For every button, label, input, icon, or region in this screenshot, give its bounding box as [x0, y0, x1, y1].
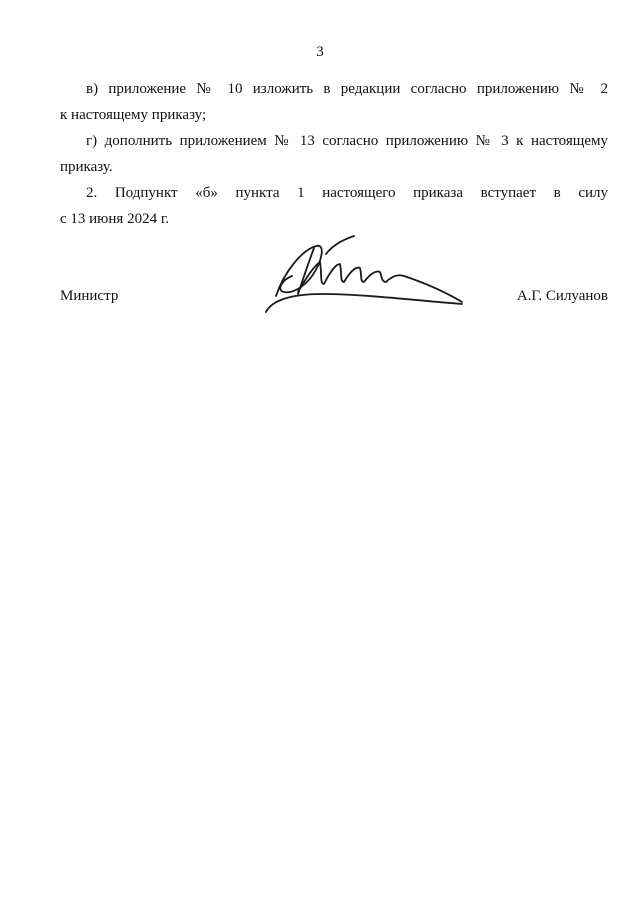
- paragraph-line: 2. Подпункт «б» пункта 1 настоящего приказа вступает в силу: [86, 185, 608, 201]
- paragraph-line: с 13 июня 2024 г.: [60, 211, 170, 227]
- paragraph-line: к настоящему приказу;: [60, 107, 207, 123]
- paragraph-line: приказу.: [60, 159, 113, 175]
- paragraph-line: в) приложение № 10 изложить в редакции согласно приложению № 2: [86, 81, 608, 97]
- signer-position: Министр: [60, 288, 119, 304]
- handwritten-signature: [262, 232, 468, 318]
- page-number: 3: [316, 44, 324, 60]
- paragraph-item-2: [60, 180, 608, 232]
- paragraph-line: г) дополнить приложением № 13 согласно приложению № 3 к настоящему: [86, 133, 608, 149]
- paragraph-item-v: [60, 76, 608, 128]
- signer-name: А.Г. Силуанов: [516, 288, 608, 304]
- paragraph-item-g: [60, 128, 608, 180]
